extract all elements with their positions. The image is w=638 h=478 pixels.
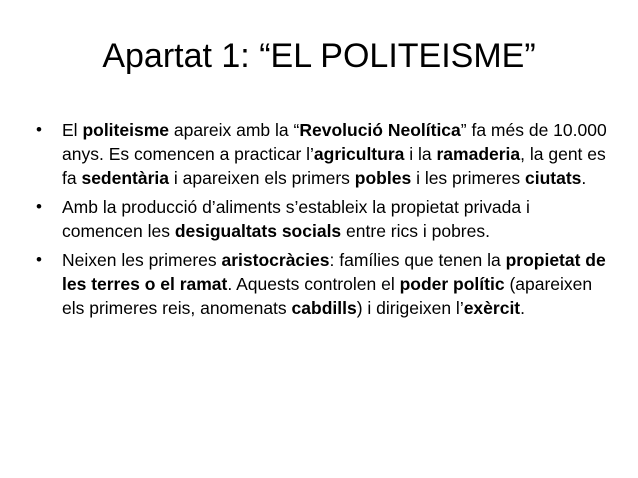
bold-term: sedentària	[81, 168, 170, 188]
bold-term: poder polític	[399, 274, 505, 294]
bold-term: politeisme	[82, 120, 169, 140]
slide-title: Apartat 1: “EL POLITEISME”	[102, 37, 536, 75]
text-segment: (apareixen els primeres reis, anomenats	[62, 274, 593, 318]
bold-term: Revolució Neolítica	[299, 120, 461, 140]
bullet-dot: •	[36, 250, 42, 269]
text-segment: Neixen les primeres	[62, 250, 222, 270]
bold-term: propietat de les terres o el ramat	[62, 250, 606, 294]
bold-term: ciutats	[524, 168, 582, 188]
text-segment: i les primeres	[411, 168, 525, 188]
text-segment: i apareixen els primers	[169, 168, 355, 188]
bullet-item	[34, 248, 609, 320]
bold-term: exèrcit	[463, 298, 521, 318]
bullet-dot: •	[36, 120, 42, 139]
bold-term: ramaderia	[436, 144, 521, 164]
bold-term: desigualtats socials	[174, 221, 342, 241]
bold-term: aristocràcies	[221, 250, 330, 270]
text-segment: ) i dirigeixen l’	[356, 298, 464, 318]
text-segment: entre rics i pobres.	[341, 221, 490, 241]
bullet-text	[62, 197, 530, 241]
bullet-dot: •	[36, 197, 42, 216]
bullet-text	[62, 250, 606, 318]
text-segment: : famílies que tenen la	[329, 250, 506, 270]
text-segment: . Aquests controlen el	[227, 274, 400, 294]
bullet-list	[34, 118, 609, 325]
bold-term: cabdills	[291, 298, 357, 318]
text-segment: Amb la producció d’aliments s’estableix la propietat privada i comencen les	[62, 197, 530, 241]
text-segment: apareix amb la “	[169, 120, 300, 140]
bullet-item	[34, 118, 609, 190]
text-segment: ” fa més de 10.000 anys. Es comencen a practicar l’	[62, 120, 607, 164]
text-segment: El	[62, 120, 83, 140]
text-segment: .	[581, 168, 587, 188]
bullet-text	[62, 120, 607, 188]
bold-term: pobles	[354, 168, 412, 188]
text-segment: .	[520, 298, 526, 318]
text-segment: i la	[404, 144, 437, 164]
text-segment: , la gent es fa	[62, 144, 606, 188]
bold-term: agricultura	[313, 144, 405, 164]
bullet-item	[34, 195, 609, 243]
